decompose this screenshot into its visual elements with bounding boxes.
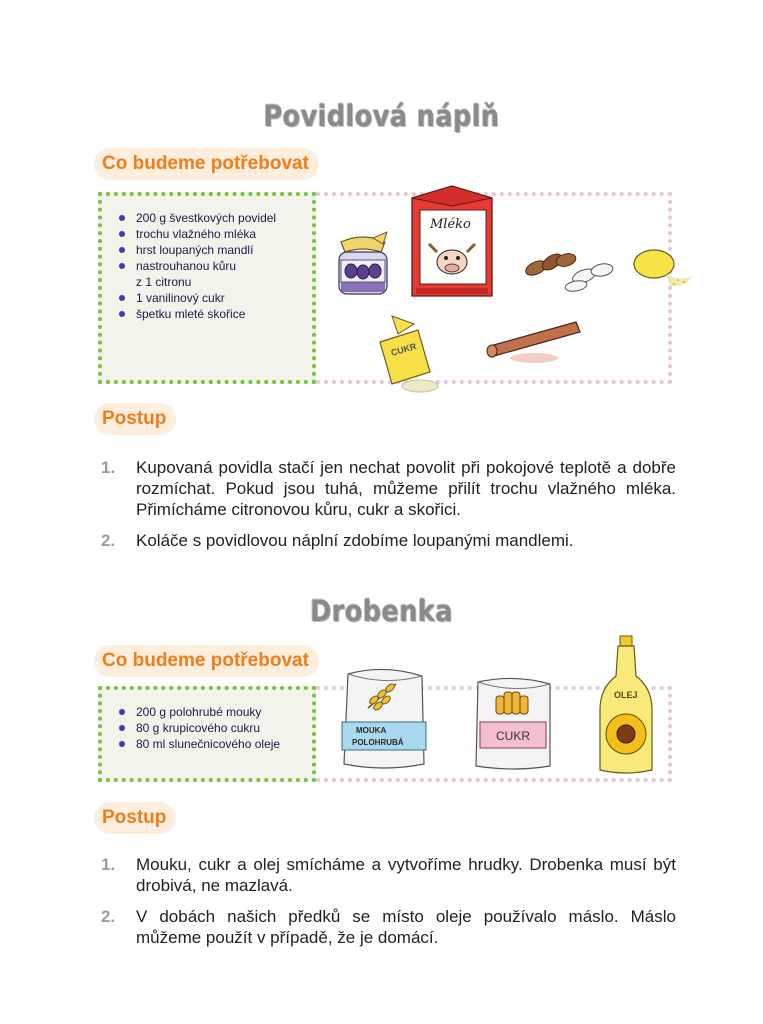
milk-label: Mléko [430,217,471,232]
milk-carton-illustration [406,184,498,302]
method-steps [99,457,676,561]
ingredient-item-continued: z 1 citronu [136,275,192,289]
vanilla-sugar-packet-illustration [378,316,446,396]
ingredient-item: 200 g polohrubé mouky [117,704,280,720]
flour-bag-illustration [338,666,430,770]
recipe-title-drobenka: Drobenka [310,594,453,628]
lemon-illustration [630,246,694,290]
ingredient-item: trochu vlažného mléka [117,226,276,242]
ingredients-heading: Co budeme potřebovat [94,645,319,677]
method-steps [99,854,676,958]
sugar-label: CUKR [496,729,531,743]
ingredient-item: špetku mleté skořice [117,306,276,322]
sugar-bag-illustration [470,676,556,772]
ingredient-item: 80 ml slunečnicového oleje [117,736,280,752]
ingredient-item: 80 g krupicového cukru [117,720,280,736]
sugar-label: CUKR [389,341,418,358]
ingredient-item: 200 g švestkových povidel [117,210,276,226]
flour-label-2: POLOHRUBÁ [352,738,404,747]
recipe-title-povidlova: Povidlová náplň [263,99,500,133]
step-item: 2. Koláče s povidlovou náplní zdobíme loupanými mandlemi. [101,531,574,550]
step-item: 1. Mouku, cukr a olej smícháme a vytvoříme hrudky. Drobenka musí být drobivá, ne mazlavá. [101,855,676,895]
method-heading: Postup [94,802,176,834]
ingredients-list [117,210,276,322]
oil-bottle-illustration [596,636,656,776]
method-heading: Postup [94,403,176,435]
oil-label: OLEJ [614,690,638,700]
ingredients-box [98,192,316,384]
ingredient-item: nastrouhanou kůru [117,258,276,274]
ingredients-list [117,704,280,752]
ingredient-item: hrst loupaných mandlí [117,242,276,258]
ingredients-heading: Co budeme potřebovat [94,148,319,180]
ingredient-item: 1 vanilinový cukr [117,290,276,306]
step-item: 2. V dobách našich předků se místo oleje používalo máslo. Máslo můžeme použít v případě, že je domácí. [101,907,676,947]
almonds-illustration [524,246,614,294]
flour-label-1: MOUKA [356,726,387,735]
step-item: 1. Kupovaná povidla stačí jen nechat povolit při pokojové teplotě a dobře rozmíchat. Pokud jsou tuhá, můžeme přilít trochu vlažného mléka. Přimícháme citronovou kůru, cukr a skořici. [101,458,676,519]
plum-jam-jar-illustration [333,232,393,298]
cinnamon-stick-illustration [484,318,584,364]
ingredients-box [98,686,316,782]
